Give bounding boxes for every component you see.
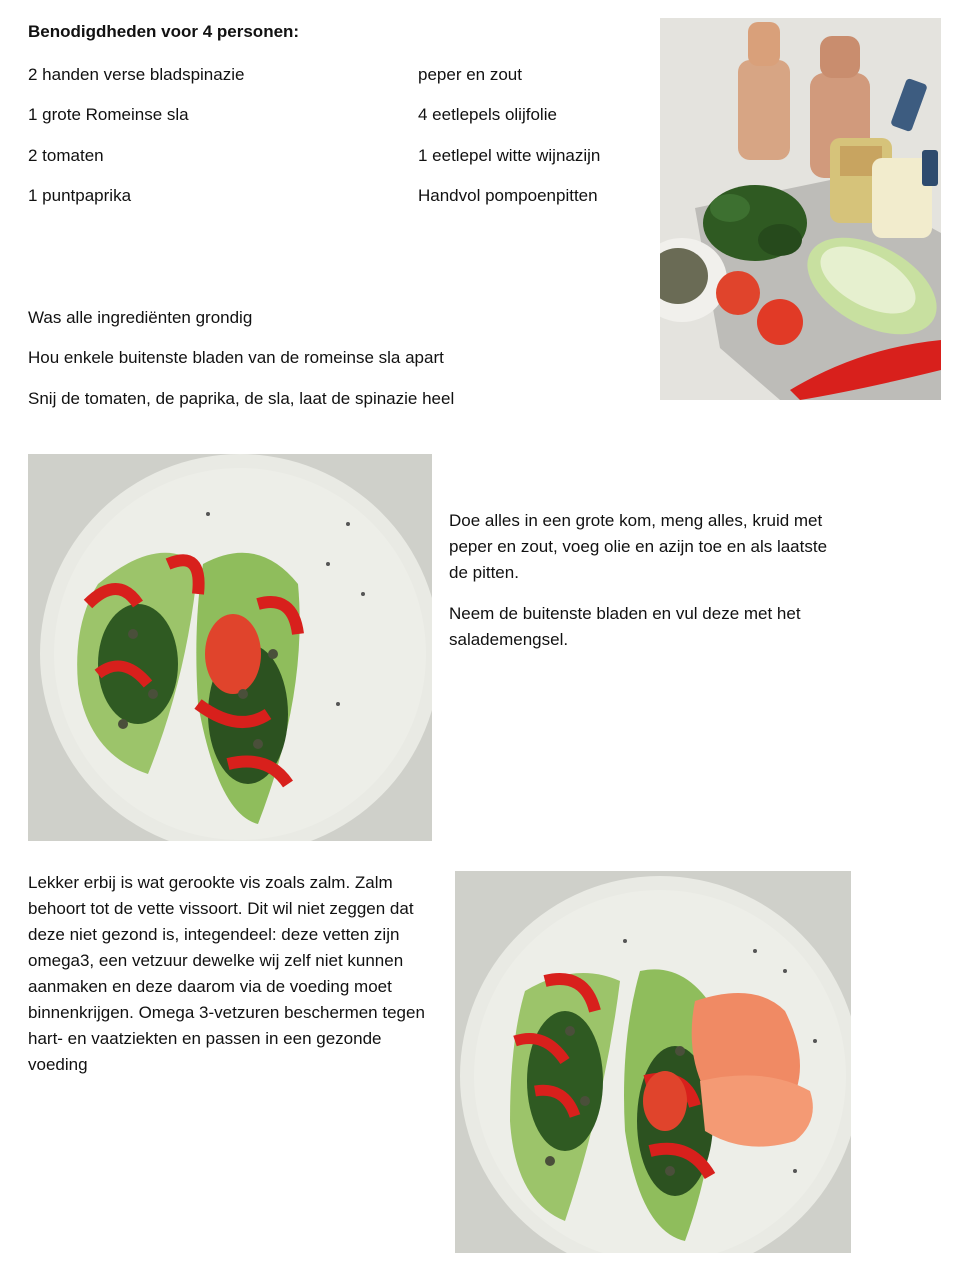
ingredients-photo (660, 18, 941, 400)
mixing-paragraph-1: Doe alles in een grote kom, meng alles, kruid met peper en zout, voeg olie en azijn toe en als laatste de pitten. (449, 511, 828, 582)
step-3: Snij de tomaten, de paprika, de sla, laat de spinazie heel (28, 389, 455, 408)
ingredient-left-1: 2 handen verse bladspinazie (28, 65, 245, 84)
ingredient-right-2: 4 eetlepels olijfolie (418, 105, 557, 124)
ingredients-heading: Benodigdheden voor 4 personen: (28, 22, 300, 41)
ingredient-right-3: 1 eetlepel witte wijnazijn (418, 146, 601, 165)
step-2: Hou enkele buitenste bladen van de romeinse sla apart (28, 348, 444, 367)
salad-salmon-photo (455, 871, 851, 1253)
ingredient-right-1: peper en zout (418, 65, 522, 84)
ingredient-left-4: 1 puntpaprika (28, 186, 132, 205)
step-1: Was alle ingrediënten grondig (28, 308, 253, 327)
salad-plate-photo (28, 454, 432, 841)
ingredient-left-2: 1 grote Romeinse sla (28, 105, 189, 124)
ingredient-right-4: Handvol pompoenpitten (418, 186, 598, 205)
ingredient-left-3: 2 tomaten (28, 146, 104, 165)
salmon-note: Lekker erbij is wat gerookte vis zoals zalm. Zalm behoort tot de vette vissoort. Dit wil niet zeggen dat deze niet gezond is, integendeel: deze vetten zijn omega3, een vetzuur dewelke wij zelf niet kunnen aanmaken en deze daarom via de voeding moet binnenkrijgen. Omega 3-vetzuren beschermen tegen hart- en vaatziekten en passen in een gezonde voeding (28, 873, 425, 1074)
mixing-paragraph-2: Neem de buitenste bladen en vul deze met het salademengsel. (449, 604, 801, 649)
